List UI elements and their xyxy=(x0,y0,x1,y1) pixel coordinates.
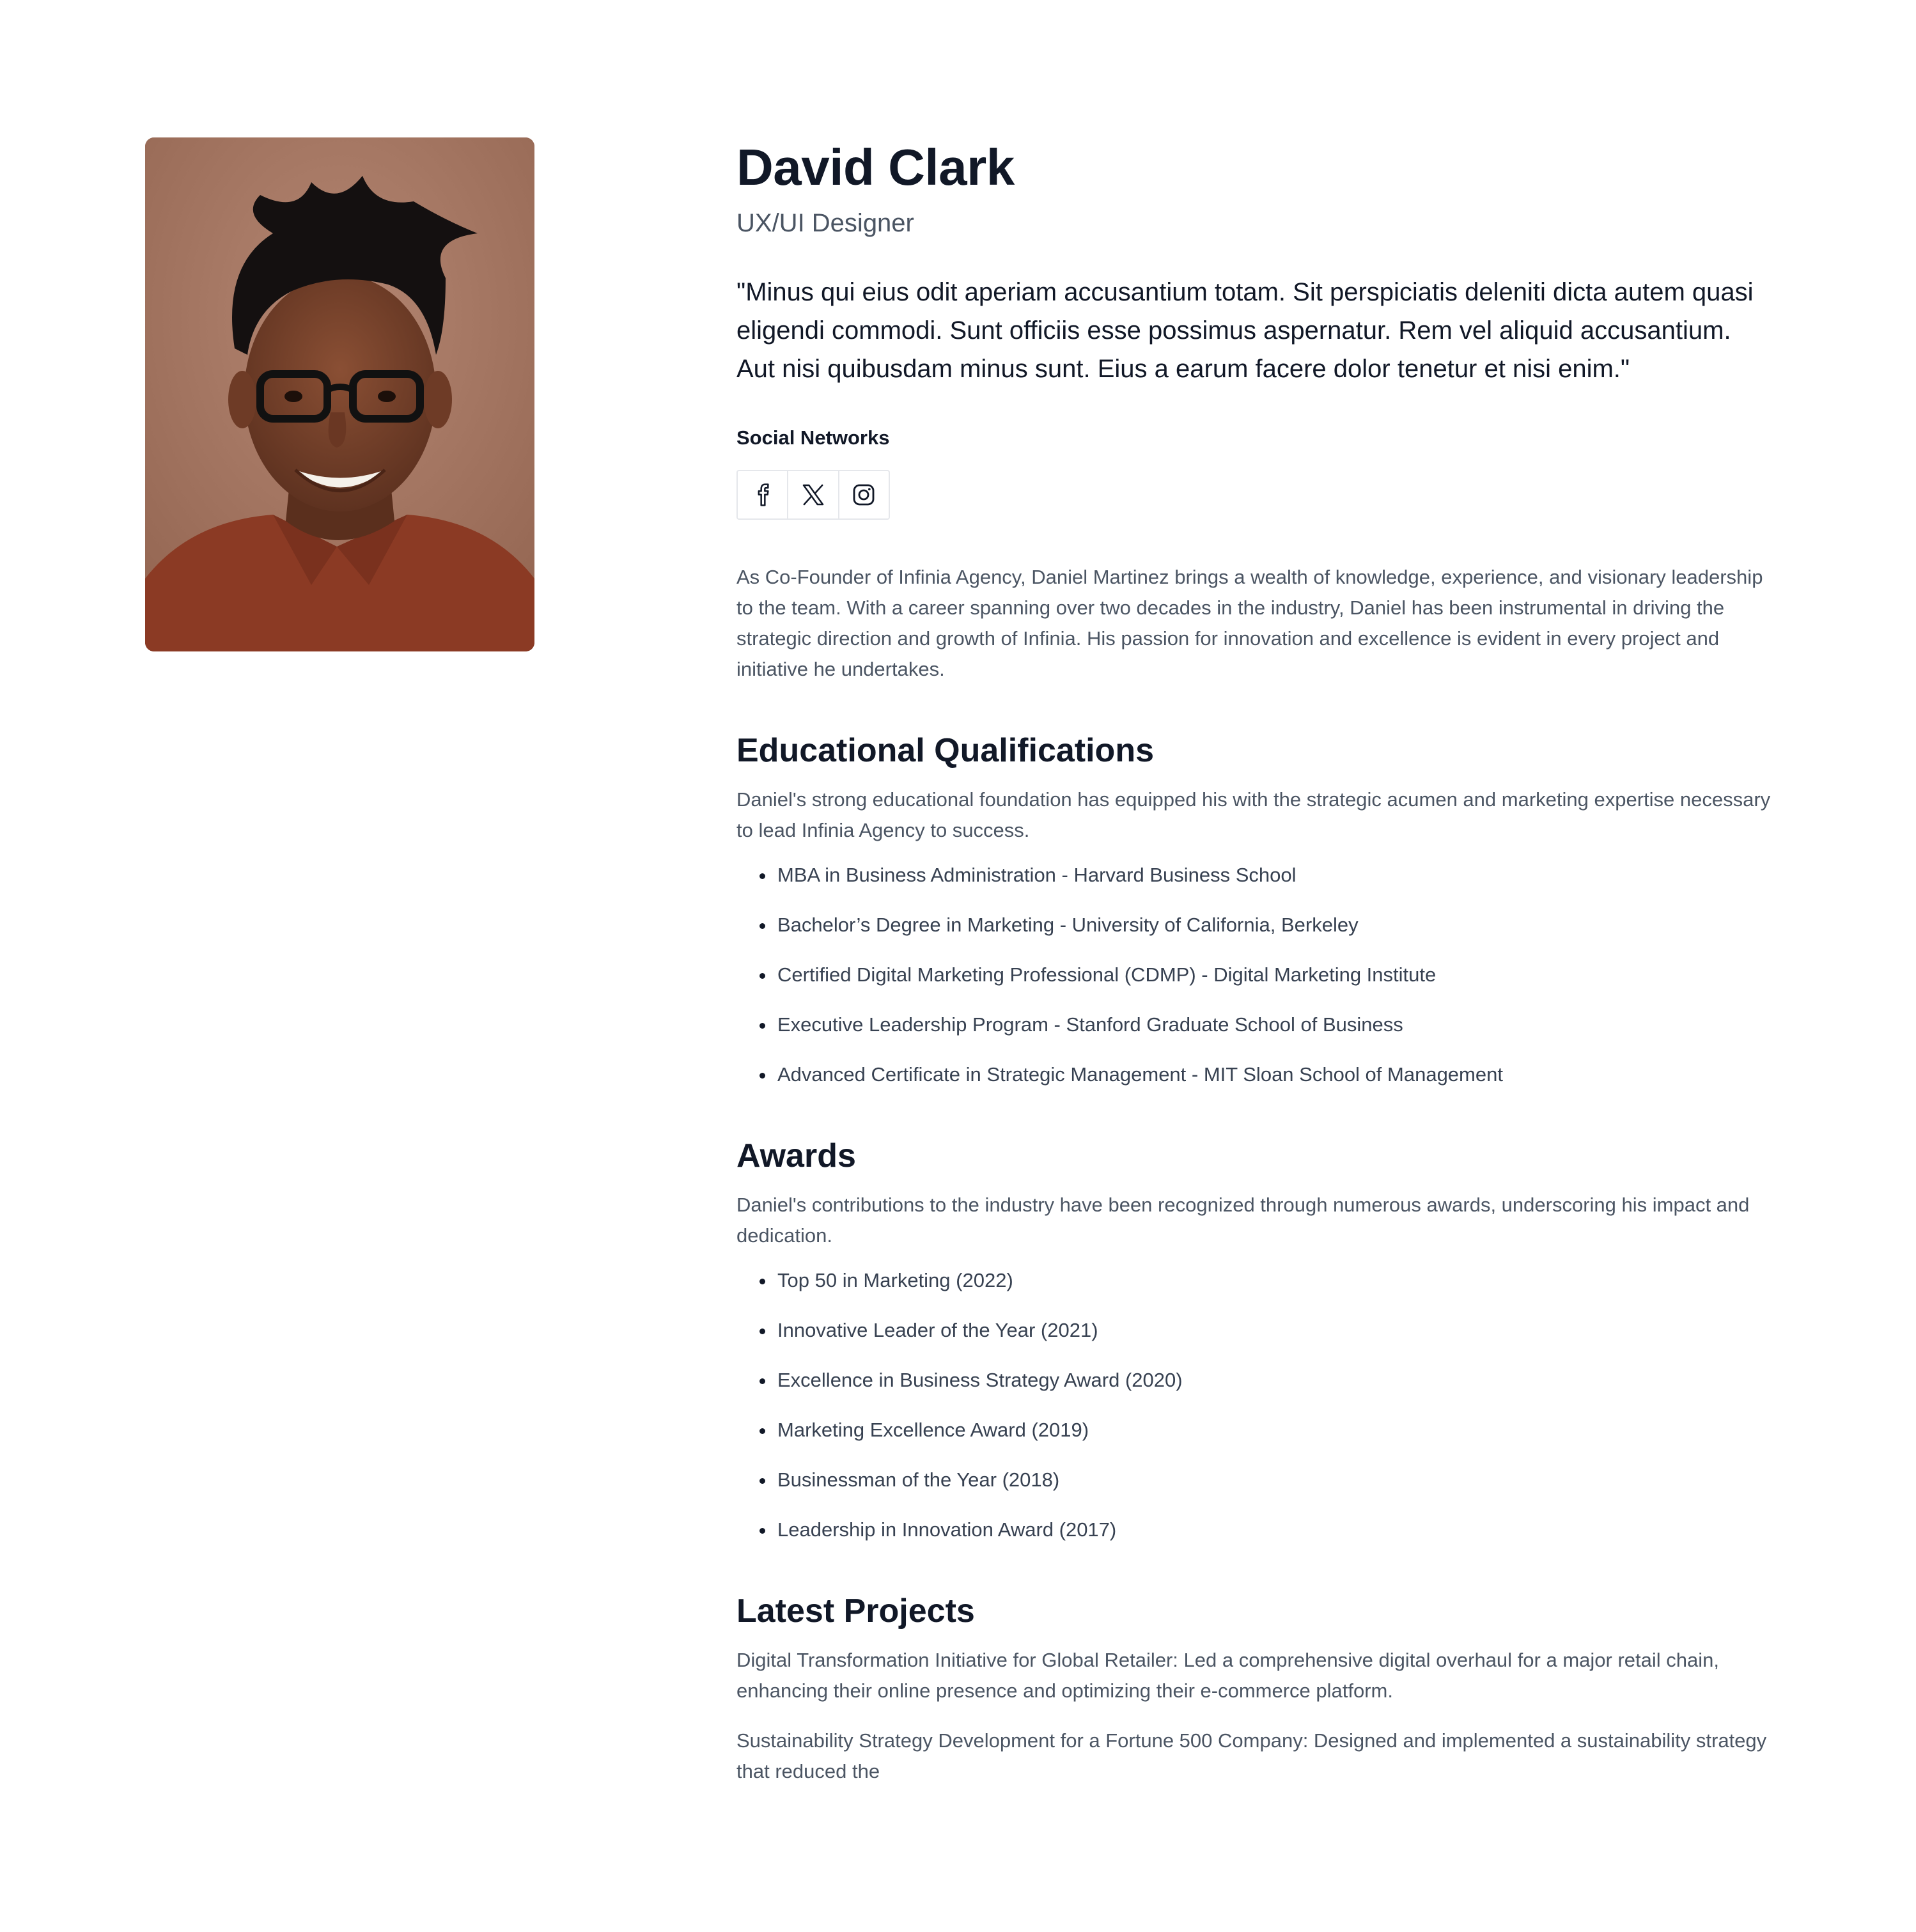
instagram-icon xyxy=(851,482,876,508)
facebook-link[interactable] xyxy=(738,471,788,518)
project-item: Digital Transformation Initiative for Global Retailer: Led a comprehensive digital overhaul for a major retail chain, enhancing their online presence and optimizing their e-commerce platform. xyxy=(736,1649,1719,1702)
project-item: Sustainability Strategy Development for a Fortune 500 Company: Designed and implemented a sustainability strategy that reduced the xyxy=(736,1729,1767,1782)
list-item: Leadership in Innovation Award (2017) xyxy=(759,1515,1772,1545)
list-item: Bachelor’s Degree in Marketing - University of California, Berkeley xyxy=(759,910,1772,940)
portrait-photo xyxy=(145,137,534,651)
x-twitter-link[interactable] xyxy=(788,471,839,518)
portrait-illustration xyxy=(145,137,534,651)
list-item: Excellence in Business Strategy Award (2020) xyxy=(759,1365,1772,1396)
awards-title: Awards xyxy=(736,1137,856,1174)
list-item: MBA in Business Administration - Harvard Business School xyxy=(759,860,1772,891)
education-title: Educational Qualifications xyxy=(736,732,1154,769)
list-item: Businessman of the Year (2018) xyxy=(759,1465,1772,1495)
awards-list xyxy=(736,1265,1772,1545)
education-intro: Daniel's strong educational foundation has equipped his with the strategic acumen and marketing expertise necessary to lead Infinia Agency to success. xyxy=(736,788,1771,841)
profile-name: David Clark xyxy=(736,139,1015,196)
awards-intro: Daniel's contributions to the industry have been recognized through numerous awards, underscoring his impact and dedication. xyxy=(736,1194,1750,1247)
x-twitter-icon xyxy=(800,482,826,508)
projects-title: Latest Projects xyxy=(736,1593,975,1630)
list-item: Marketing Excellence Award (2019) xyxy=(759,1415,1772,1445)
social-links xyxy=(736,470,890,520)
list-item: Executive Leadership Program - Stanford Graduate School of Business xyxy=(759,1009,1772,1040)
list-item: Certified Digital Marketing Professional (CDMP) - Digital Marketing Institute xyxy=(759,960,1772,990)
profile-role: UX/UI Designer xyxy=(736,209,914,237)
list-item: Advanced Certificate in Strategic Management - MIT Sloan School of Management xyxy=(759,1059,1772,1090)
education-list xyxy=(736,860,1772,1090)
list-item: Top 50 in Marketing (2022) xyxy=(759,1265,1772,1296)
profile-quote: "Minus qui eius odit aperiam accusantium totam. Sit perspiciatis deleniti dicta autem quasi eligendi commodi. Sunt officiis esse possimus aspernatur. Rem vel aliquid accusantium. Aut nisi quibusdam minus sunt. Eius a earum facere dolor tenetur et nisi enim." xyxy=(736,278,1754,383)
facebook-icon xyxy=(750,482,775,508)
bio-text: As Co-Founder of Infinia Agency, Daniel Martinez brings a wealth of knowledge, experience, and visionary leadership to the team. With a career spanning over two decades in the industry, Daniel has been instrumental in driving the strategic direction and growth of Infinia. His passion for innovation and excellence is evident in every project and initiative he undertakes. xyxy=(736,566,1763,680)
social-networks-title: Social Networks xyxy=(736,426,890,449)
profile-content xyxy=(736,137,1772,1787)
list-item: Innovative Leader of the Year (2021) xyxy=(759,1315,1772,1346)
instagram-link[interactable] xyxy=(839,471,889,518)
